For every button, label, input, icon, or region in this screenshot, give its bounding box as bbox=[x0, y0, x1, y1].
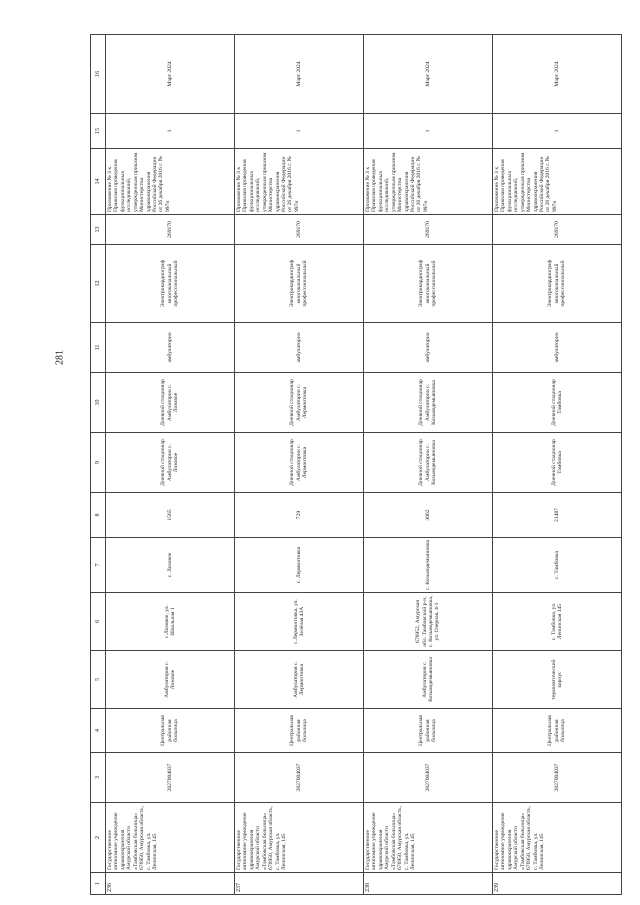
equipment-table bbox=[90, 34, 622, 895]
inn-cell: 2827004037 bbox=[493, 753, 622, 803]
column-number: 2 bbox=[91, 803, 106, 873]
date-cell: Март 2024 bbox=[106, 35, 235, 114]
table-row bbox=[235, 35, 364, 895]
quantity-cell: 1 bbox=[106, 114, 235, 149]
address-cell: с.Лермонтовка, ул. Зелёная 43А bbox=[235, 593, 364, 651]
address-cell: с. Тамбовка, ул. Ленинская 145 bbox=[493, 593, 622, 651]
inn-cell: 2827004037 bbox=[106, 753, 235, 803]
route-to-cell: Дневной стационар Амбулатории с. Лермонтовка bbox=[235, 373, 364, 433]
subdivision-cell: Центральная районная больница bbox=[493, 709, 622, 753]
organization-cell: Государственное автономное учреждение здравоохранения Амурской области «Тамбовская больница» 676950, Амурская область, с. Тамбовка, ул. Ленинская, 145 bbox=[106, 803, 235, 873]
table-row bbox=[364, 35, 493, 895]
code-cell: 269170 bbox=[493, 215, 622, 245]
table-row bbox=[493, 35, 622, 895]
quantity-cell: 1 bbox=[493, 114, 622, 149]
column-number: 15 bbox=[91, 114, 106, 149]
subdivision-cell: Центральная районная больница bbox=[364, 709, 493, 753]
subdivision-cell: Центральная районная больница bbox=[106, 709, 235, 753]
code-cell: 269170 bbox=[364, 215, 493, 245]
device-cell: Электрокардиограф многоканальный профессиональный bbox=[493, 245, 622, 323]
date-cell: Март 2024 bbox=[364, 35, 493, 114]
population-cell: 21487 bbox=[493, 493, 622, 538]
inn-cell: 2827004037 bbox=[235, 753, 364, 803]
column-number: 8 bbox=[91, 493, 106, 538]
quantity-cell: 1 bbox=[235, 114, 364, 149]
locality-cell: с. Тамбовка bbox=[493, 538, 622, 593]
locality-cell: с. Лозовое bbox=[106, 538, 235, 593]
route-from-cell: Дневной стационар Амбулатории с. Лозовое bbox=[106, 433, 235, 493]
unit-cell: терапевтический корпус bbox=[493, 651, 622, 709]
date-cell: Март 2024 bbox=[493, 35, 622, 114]
route-from-cell: Дневной стационар Амбулатории с. Козьмодемьяновка bbox=[364, 433, 493, 493]
table-row bbox=[106, 35, 235, 895]
population-cell: 729 bbox=[235, 493, 364, 538]
column-number: 14 bbox=[91, 149, 106, 215]
row-number: 237 bbox=[235, 873, 364, 895]
route-to-cell: Дневной стационар Амбулатории с. Козьмодемьяновка bbox=[364, 373, 493, 433]
column-number: 10 bbox=[91, 373, 106, 433]
column-number: 1 bbox=[91, 873, 106, 895]
organization-cell: Государственное автономное учреждение здравоохранения Амурской области «Тамбовская больница» 676950, Амурская область, с. Тамбовка, ул. Ленинская, 145 bbox=[493, 803, 622, 873]
basis-cell: Приложение № 3 к Правилам проведения функциональных исследований, утвержденным приказом Министерства здравоохранения Российской Федерации от 26 декабря 2016 г. № 997н bbox=[106, 149, 235, 215]
column-number: 12 bbox=[91, 245, 106, 323]
column-number: 3 bbox=[91, 753, 106, 803]
row-number: 239 bbox=[493, 873, 622, 895]
route-from-cell: Дневной стационар Тамбовка bbox=[493, 433, 622, 493]
column-number: 5 bbox=[91, 651, 106, 709]
locality-cell: с. Козьмодемьяновка bbox=[364, 538, 493, 593]
unit-cell: Амбулатория с. Лермонтовка bbox=[235, 651, 364, 709]
row-number: 236 bbox=[106, 873, 235, 895]
address-cell: 676952, Амурская обл. Тамбовский р-н, с. Козьмодемьяновка, ул. Озерная, 4-1 bbox=[364, 593, 493, 651]
population-cell: 3062 bbox=[364, 493, 493, 538]
quantity-cell: 1 bbox=[364, 114, 493, 149]
population-cell: 1565 bbox=[106, 493, 235, 538]
column-number-row bbox=[91, 35, 106, 895]
column-number: 6 bbox=[91, 593, 106, 651]
route-to-cell: Дневной стационар Амбулатории с. Лозовое bbox=[106, 373, 235, 433]
column-number: 7 bbox=[91, 538, 106, 593]
organization-cell: Государственное автономное учреждение здравоохранения Амурской области «Тамбовская больница» 676950, Амурская область, с. Тамбовка, ул. Ленинская, 145 bbox=[235, 803, 364, 873]
basis-cell: Приложение № 3 к Правилам проведения функциональных исследований, утвержденным приказом Министерства здравоохранения Российской Федерации от 26 декабря 2016 г. № 997н bbox=[235, 149, 364, 215]
column-number: 16 bbox=[91, 35, 106, 114]
row-number: 238 bbox=[364, 873, 493, 895]
code-cell: 269170 bbox=[106, 215, 235, 245]
basis-cell: Приложение № 3 к Правилам проведения функциональных исследований, утвержденным приказом Министерства здравоохранения Российской Федерации от 26 декабря 2016 г. № 997н bbox=[364, 149, 493, 215]
code-cell: 269170 bbox=[235, 215, 364, 245]
column-number: 13 bbox=[91, 215, 106, 245]
page-number: 281 bbox=[54, 350, 66, 365]
inn-cell: 2827004037 bbox=[364, 753, 493, 803]
device-cell: Электрокардиограф многоканальный профессиональный bbox=[106, 245, 235, 323]
column-number: 11 bbox=[91, 323, 106, 373]
address-cell: с.Лозовое, ул. Школьная 1 bbox=[106, 593, 235, 651]
organization-cell: Государственное автономное учреждение здравоохранения Амурской области «Тамбовская больница» 676950, Амурская область, с. Тамбовка, ул. Ленинская, 145 bbox=[364, 803, 493, 873]
schedule-cell: амбулаторно bbox=[106, 323, 235, 373]
unit-cell: Амбулатория с. Лозовое bbox=[106, 651, 235, 709]
unit-cell: Амбулатория с. Козьмодемьяновка bbox=[364, 651, 493, 709]
subdivision-cell: Центральная районная больница bbox=[235, 709, 364, 753]
schedule-cell: амбулаторно bbox=[364, 323, 493, 373]
date-cell: Март 2024 bbox=[235, 35, 364, 114]
device-cell: Электрокардиограф многоканальный профессиональный bbox=[364, 245, 493, 323]
route-from-cell: Дневной стационар Амбулатории с. Лермонтовка bbox=[235, 433, 364, 493]
column-number: 4 bbox=[91, 709, 106, 753]
rotated-table-container bbox=[90, 35, 610, 895]
locality-cell: с. Лермонтовка bbox=[235, 538, 364, 593]
column-number: 9 bbox=[91, 433, 106, 493]
schedule-cell: амбулаторно bbox=[493, 323, 622, 373]
schedule-cell: амбулаторно bbox=[235, 323, 364, 373]
basis-cell: Приложение № 3 к Правилам проведения функциональных исследований, утвержденным приказом Министерства здравоохранения Российской Федерации от 26 декабря 2016 г. № 997н bbox=[493, 149, 622, 215]
device-cell: Электрокардиограф многоканальный профессиональный bbox=[235, 245, 364, 323]
route-to-cell: Дневной стационар Тамбовка bbox=[493, 373, 622, 433]
